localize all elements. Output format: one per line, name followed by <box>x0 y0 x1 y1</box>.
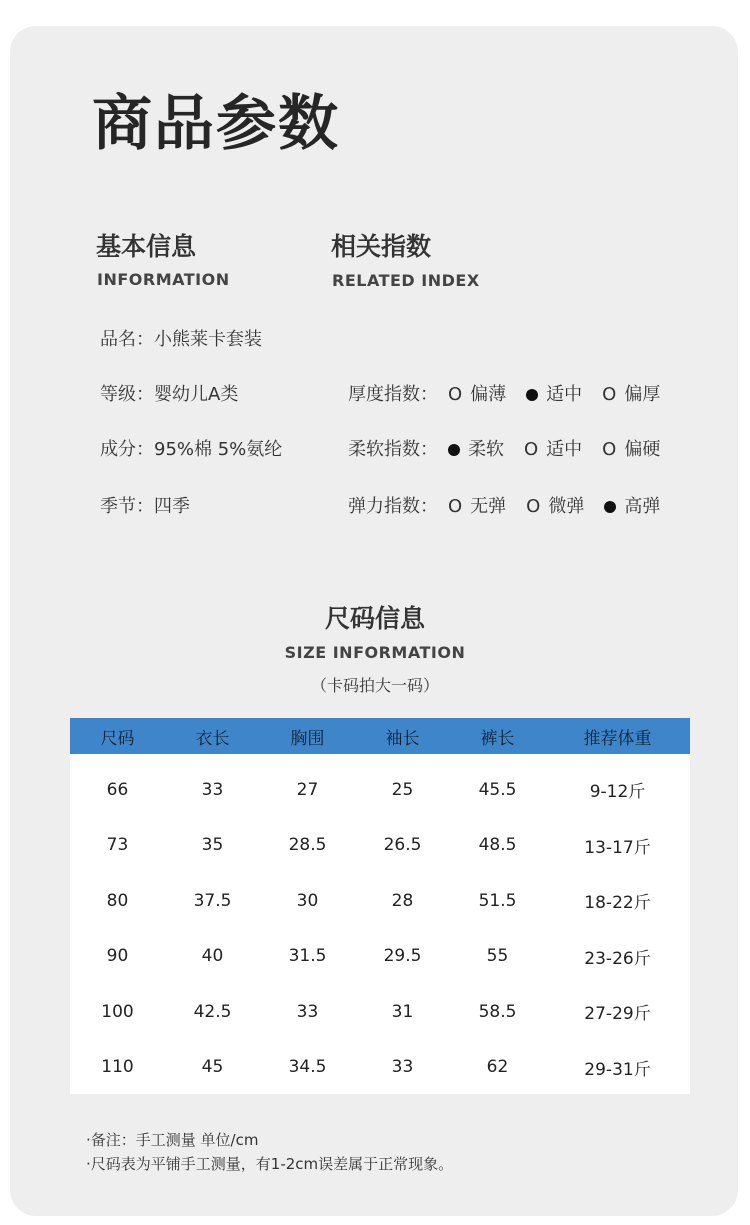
selected-dot-icon <box>448 444 460 456</box>
table-cell: 26.5 <box>383 835 422 856</box>
basic-heading-cn: 基本信息 <box>96 232 197 261</box>
column-header: 裤长 <box>480 728 515 749</box>
table-cell: 31.5 <box>288 946 327 967</box>
table-cell: 9-12斤 <box>589 782 646 803</box>
unselected-circle-icon: O <box>448 496 463 517</box>
index-option: 柔软 <box>448 438 504 462</box>
table-cell: 27-29斤 <box>584 1004 651 1025</box>
size-subnote: （卡码拍大一码） <box>310 676 439 695</box>
info-season: 季节：四季 <box>100 496 190 517</box>
table-row <box>70 984 690 1040</box>
table-row <box>70 1040 690 1096</box>
table-cell: 33 <box>201 779 224 800</box>
table-cell: 34.5 <box>288 1057 327 1078</box>
column-header: 袖长 <box>385 728 420 749</box>
column-header: 推荐体重 <box>583 728 652 749</box>
index-row-elasticity <box>348 495 660 519</box>
unselected-circle-icon: O <box>602 439 617 460</box>
unselected-circle-icon: O <box>602 384 617 405</box>
unselected-circle-icon: O <box>448 384 463 405</box>
table-cell: 35 <box>201 835 224 856</box>
table-cell: 100 <box>101 1001 134 1022</box>
index-option: O 微弹 <box>526 496 585 517</box>
table-cell: 42.5 <box>193 1001 232 1022</box>
table-cell: 45 <box>201 1057 224 1078</box>
index-option: O 无弹 <box>448 496 507 517</box>
index-option: 高弹 <box>604 495 660 519</box>
info-grade: 等级：婴幼儿A类 <box>100 384 239 405</box>
table-row <box>70 818 690 874</box>
table-cell: 51.5 <box>478 890 517 911</box>
info-composition: 成分：95%棉 5%氨纶 <box>100 439 283 460</box>
table-cell: 29-31斤 <box>584 1059 651 1080</box>
table-cell: 66 <box>106 779 129 800</box>
table-row <box>70 873 690 929</box>
table-cell: 73 <box>106 835 129 856</box>
table-cell: 25 <box>391 779 414 800</box>
table-cell: 29.5 <box>383 946 422 967</box>
table-cell: 40 <box>201 946 224 967</box>
table-cell: 45.5 <box>478 779 517 800</box>
index-option: O 偏厚 <box>602 384 661 405</box>
selected-dot-icon <box>604 501 616 513</box>
table-cell: 13-17斤 <box>584 837 651 858</box>
index-label: 厚度指数： <box>348 384 438 405</box>
table-cell: 37.5 <box>193 890 232 911</box>
selected-dot-icon <box>526 389 538 401</box>
column-header: 衣长 <box>195 728 230 749</box>
table-cell: 28 <box>391 890 414 911</box>
index-option: O 偏薄 <box>448 384 507 405</box>
page-title: 商品参数 <box>92 89 340 159</box>
note-line: ·尺码表为平铺手工测量，有1-2cm误差属于正常现象。 <box>86 1155 454 1173</box>
table-cell: 58.5 <box>478 1001 517 1022</box>
related-heading-cn: 相关指数 <box>331 232 432 261</box>
info-product-name: 品名：小熊莱卡套装 <box>100 329 262 350</box>
table-cell: 33 <box>296 1001 319 1022</box>
index-row-softness <box>348 438 660 462</box>
table-cell: 48.5 <box>478 835 517 856</box>
note-line: ·备注：手工测量 单位/cm <box>86 1131 259 1149</box>
index-option: O 偏硬 <box>602 439 661 460</box>
table-cell: 31 <box>391 1001 414 1022</box>
index-row-thickness <box>348 383 660 407</box>
size-table-header <box>70 718 690 754</box>
table-cell: 80 <box>106 890 129 911</box>
index-label: 弹力指数： <box>348 496 438 517</box>
index-label: 柔软指数： <box>348 439 438 460</box>
unselected-circle-icon: O <box>524 439 539 460</box>
size-heading-cn: 尺码信息 <box>324 604 425 633</box>
table-cell: 33 <box>391 1057 414 1078</box>
table-row <box>70 929 690 985</box>
unselected-circle-icon: O <box>526 496 541 517</box>
table-cell: 28.5 <box>288 835 327 856</box>
column-header: 尺码 <box>100 728 135 749</box>
related-heading-en: RELATED INDEX <box>332 271 480 290</box>
table-cell: 62 <box>486 1057 509 1078</box>
index-option: 适中 <box>526 383 582 407</box>
size-heading-en: SIZE INFORMATION <box>284 643 466 662</box>
basic-heading-en: INFORMATION <box>97 270 230 289</box>
table-cell: 30 <box>296 890 319 911</box>
table-cell: 55 <box>486 946 509 967</box>
table-cell: 18-22斤 <box>584 893 651 914</box>
size-table-body <box>70 754 690 1094</box>
column-header: 胸围 <box>290 728 325 749</box>
table-cell: 110 <box>101 1057 134 1078</box>
index-option: O 适中 <box>524 439 583 460</box>
table-row <box>70 762 690 818</box>
table-cell: 90 <box>106 946 129 967</box>
table-cell: 23-26斤 <box>584 948 651 969</box>
table-cell: 27 <box>296 779 319 800</box>
